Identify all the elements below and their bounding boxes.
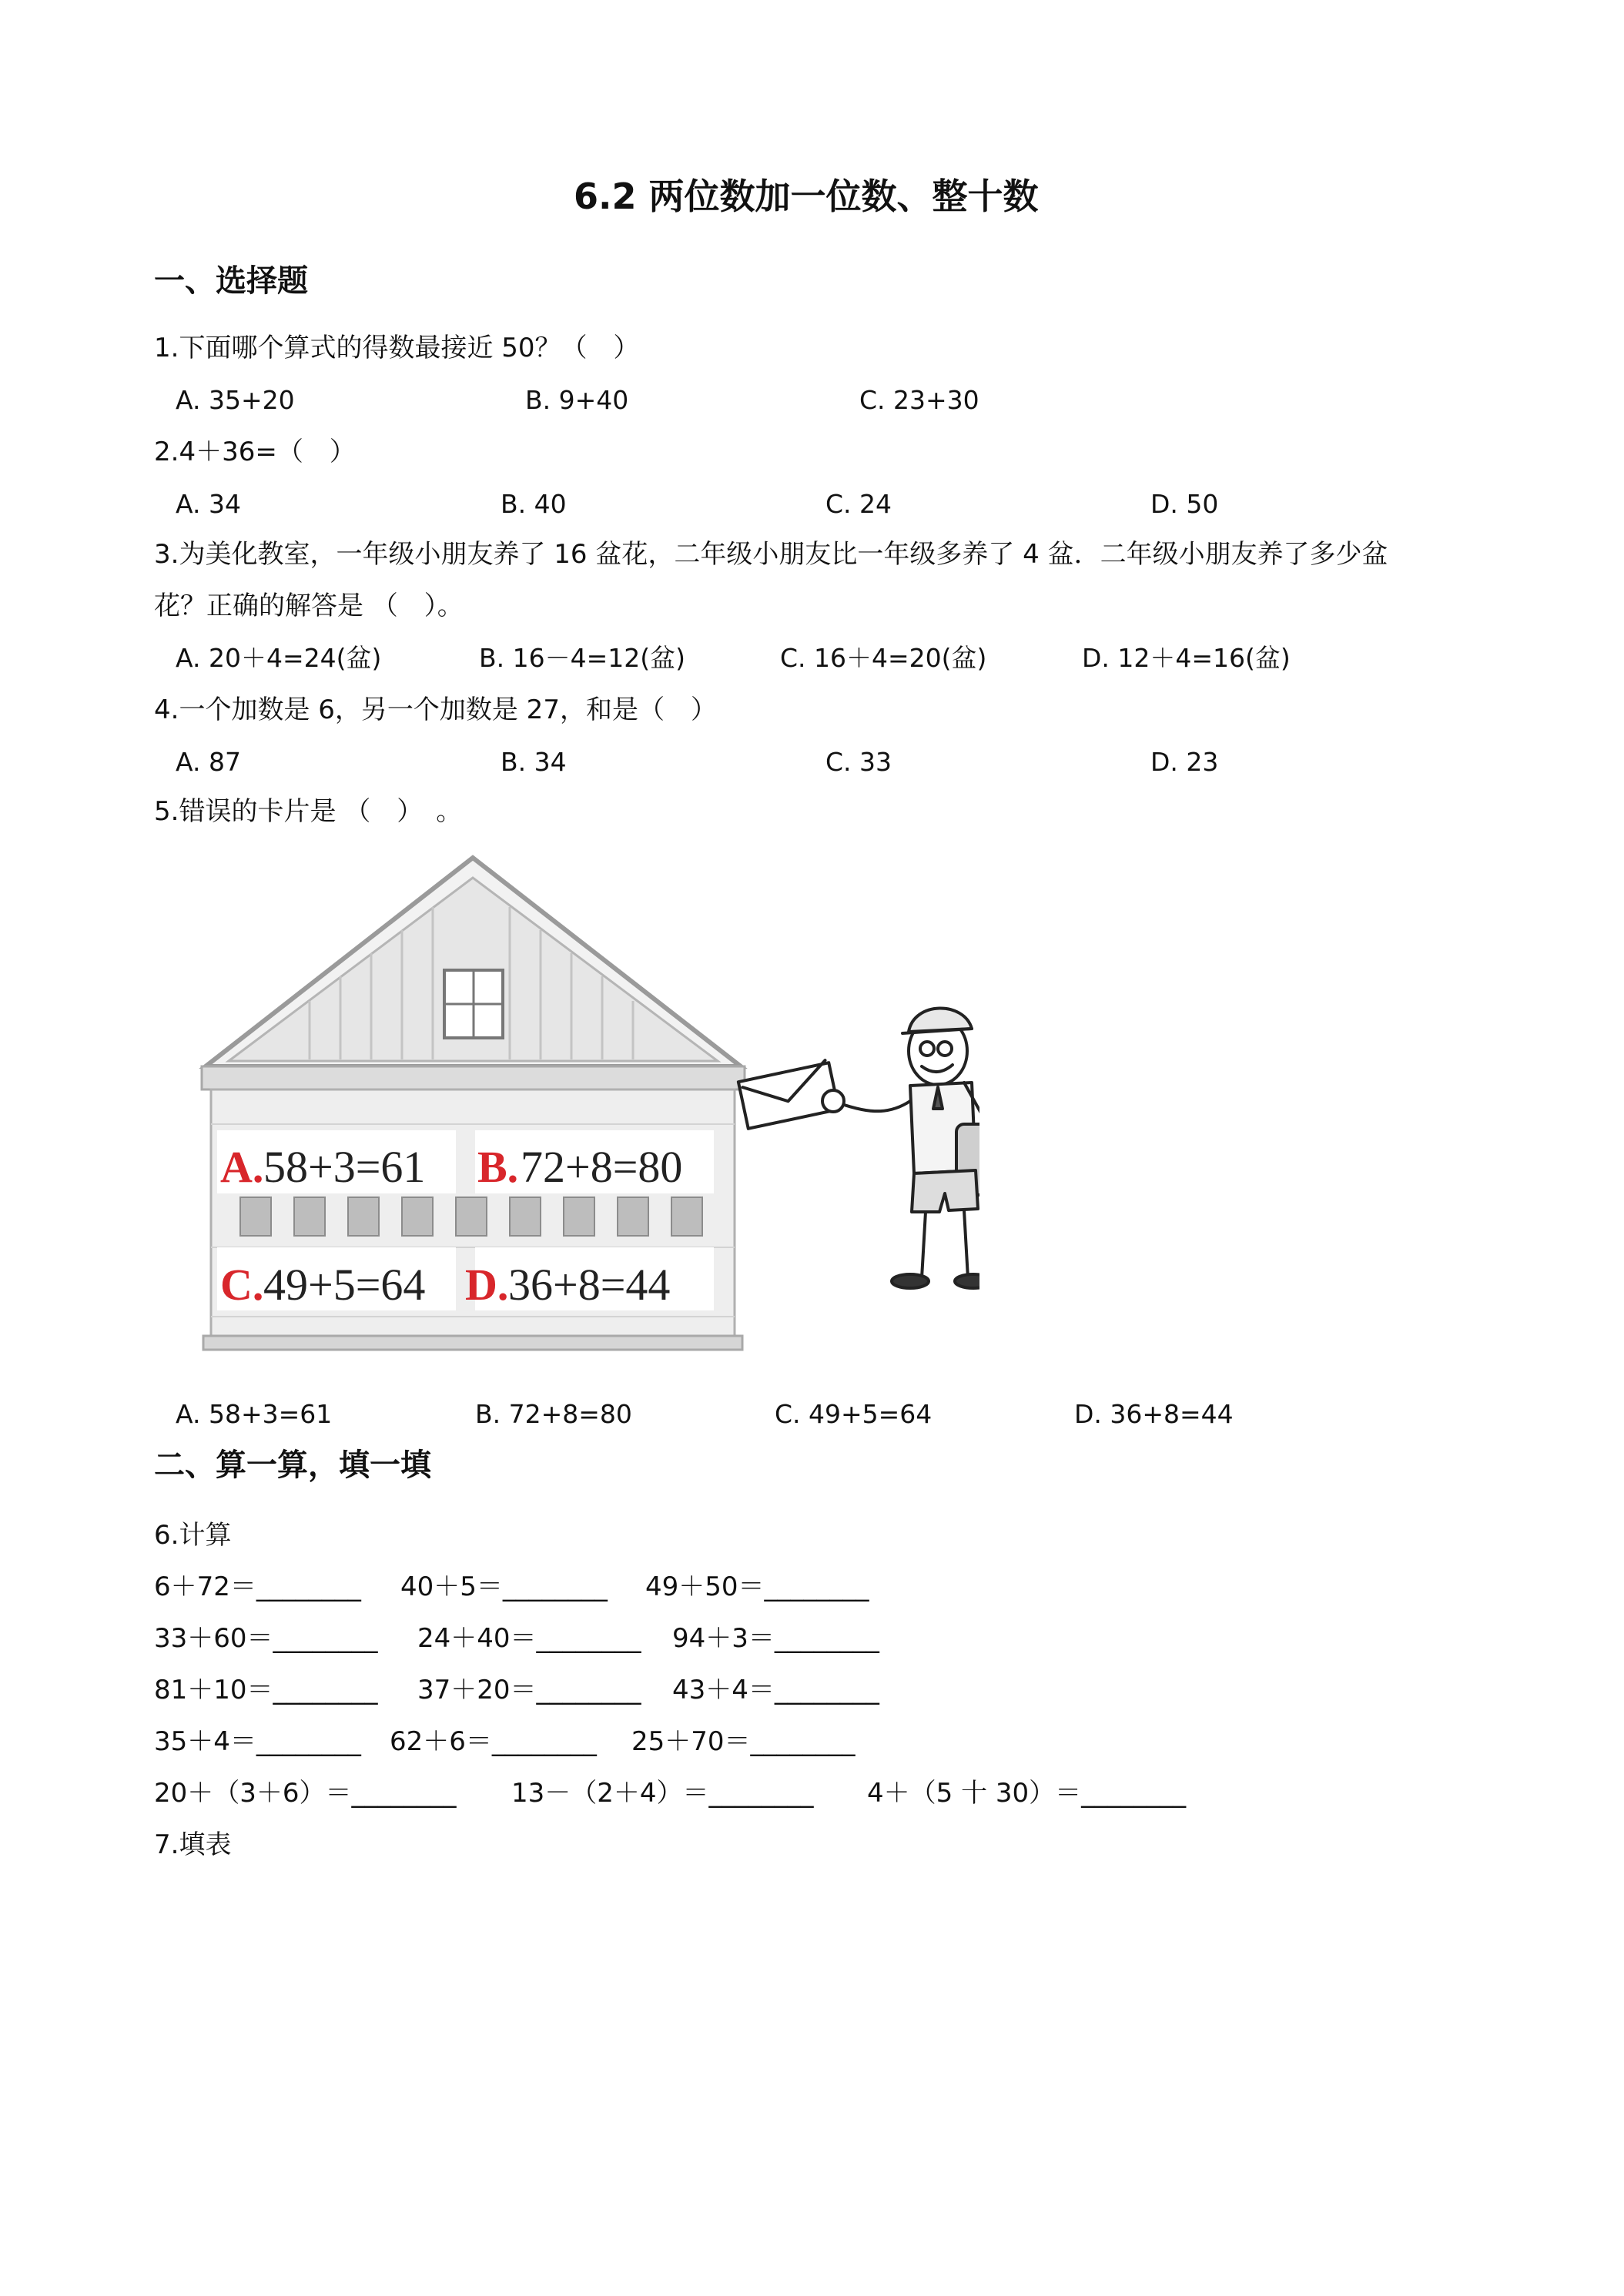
q5-option-c[interactable]: C. 49+5=64 (775, 1399, 933, 1429)
calc-row-2-item-2[interactable]: 24＋40＝________ (417, 1623, 641, 1654)
question-6: 6.计算 (154, 1520, 232, 1551)
calc-row-5-item-3[interactable]: 4＋（5 十 30）＝________ (867, 1778, 1187, 1809)
q4-option-d[interactable]: D. 23 (1150, 747, 1219, 777)
q2-option-d[interactable]: D. 50 (1150, 489, 1219, 519)
q3-option-d[interactable]: D. 12＋4=16(盆) (1082, 643, 1291, 673)
card-d-expression: 36+8=44 (508, 1260, 671, 1310)
question-5: 5.错误的卡片是 （ ） 。 (154, 796, 463, 827)
mailman-illustration (738, 1008, 979, 1288)
calc-row-3-item-3[interactable]: 43＋4＝________ (672, 1675, 879, 1705)
q5-option-a[interactable]: A. 58+3=61 (176, 1399, 333, 1429)
q2-option-a[interactable]: A. 34 (176, 489, 241, 519)
calc-row-2-item-1[interactable]: 33＋60＝________ (154, 1623, 378, 1654)
calc-row-5-item-1[interactable]: 20＋（3＋6）＝________ (154, 1778, 457, 1809)
q2-option-b[interactable]: B. 40 (501, 489, 567, 519)
calc-row-5-item-2[interactable]: 13－（2＋4）＝________ (511, 1778, 814, 1809)
section-heading-calculate: 二、算一算，填一填 (154, 1448, 431, 1483)
question-4: 4.一个加数是 6，另一个加数是 27，和是（ ） (154, 694, 717, 725)
q3-option-c[interactable]: C. 16＋4=20(盆) (780, 643, 987, 673)
card-c-letter: C. (220, 1260, 264, 1310)
question-2: 2.4＋36=（ ） (154, 437, 356, 467)
card-b-letter: B. (477, 1142, 519, 1192)
q1-option-c[interactable]: C. 23+30 (859, 385, 979, 415)
calc-row-3-item-1[interactable]: 81＋10＝________ (154, 1675, 378, 1705)
q2-option-c[interactable]: C. 24 (825, 489, 892, 519)
question-3-line-2: 花？正确的解答是 （ ）。 (154, 591, 464, 621)
question-7: 7.填表 (154, 1829, 232, 1860)
card-b-expression: 72+8=80 (521, 1142, 683, 1192)
q3-option-a[interactable]: A. 20＋4=24(盆) (176, 643, 382, 673)
q1-option-b[interactable]: B. 9+40 (525, 385, 629, 415)
q4-option-c[interactable]: C. 33 (825, 747, 892, 777)
q5-option-d[interactable]: D. 36+8=44 (1074, 1399, 1234, 1429)
calc-row-4-item-3[interactable]: 25＋70＝________ (631, 1726, 856, 1757)
q3-option-b[interactable]: B. 16－4=12(盆) (479, 643, 685, 673)
house-mailman-illustration (194, 847, 979, 1355)
card-d-letter: D. (465, 1260, 509, 1310)
q1-option-a[interactable]: A. 35+20 (176, 385, 295, 415)
calc-row-1-item-2[interactable]: 40＋5＝________ (400, 1571, 608, 1602)
question-3-line-1: 3.为美化教室，一年级小朋友养了 16 盆花，二年级小朋友比一年级多养了 4 盆．二年级小朋友养了多少盆 (154, 539, 1388, 570)
calc-row-2-item-3[interactable]: 94＋3＝________ (672, 1623, 879, 1654)
card-a-letter: A. (220, 1142, 264, 1192)
q4-option-a[interactable]: A. 87 (176, 747, 241, 777)
card-a-expression: 58+3=61 (263, 1142, 426, 1192)
calc-row-1-item-1[interactable]: 6＋72＝________ (154, 1571, 361, 1602)
question-1: 1.下面哪个算式的得数最接近 50？（ ） (154, 333, 640, 363)
calc-row-3-item-2[interactable]: 37＋20＝________ (417, 1675, 641, 1705)
section-heading-choice: 一、选择题 (154, 263, 308, 299)
calc-row-4-item-1[interactable]: 35＋4＝________ (154, 1726, 361, 1757)
q5-option-b[interactable]: B. 72+8=80 (475, 1399, 632, 1429)
card-c-expression: 49+5=64 (263, 1260, 426, 1310)
q4-option-b[interactable]: B. 34 (501, 747, 567, 777)
page-title: 6.2 两位数加一位数、整十数 (574, 176, 1039, 217)
calc-row-4-item-2[interactable]: 62＋6＝________ (390, 1726, 597, 1757)
calc-row-1-item-3[interactable]: 49＋50＝________ (645, 1571, 869, 1602)
